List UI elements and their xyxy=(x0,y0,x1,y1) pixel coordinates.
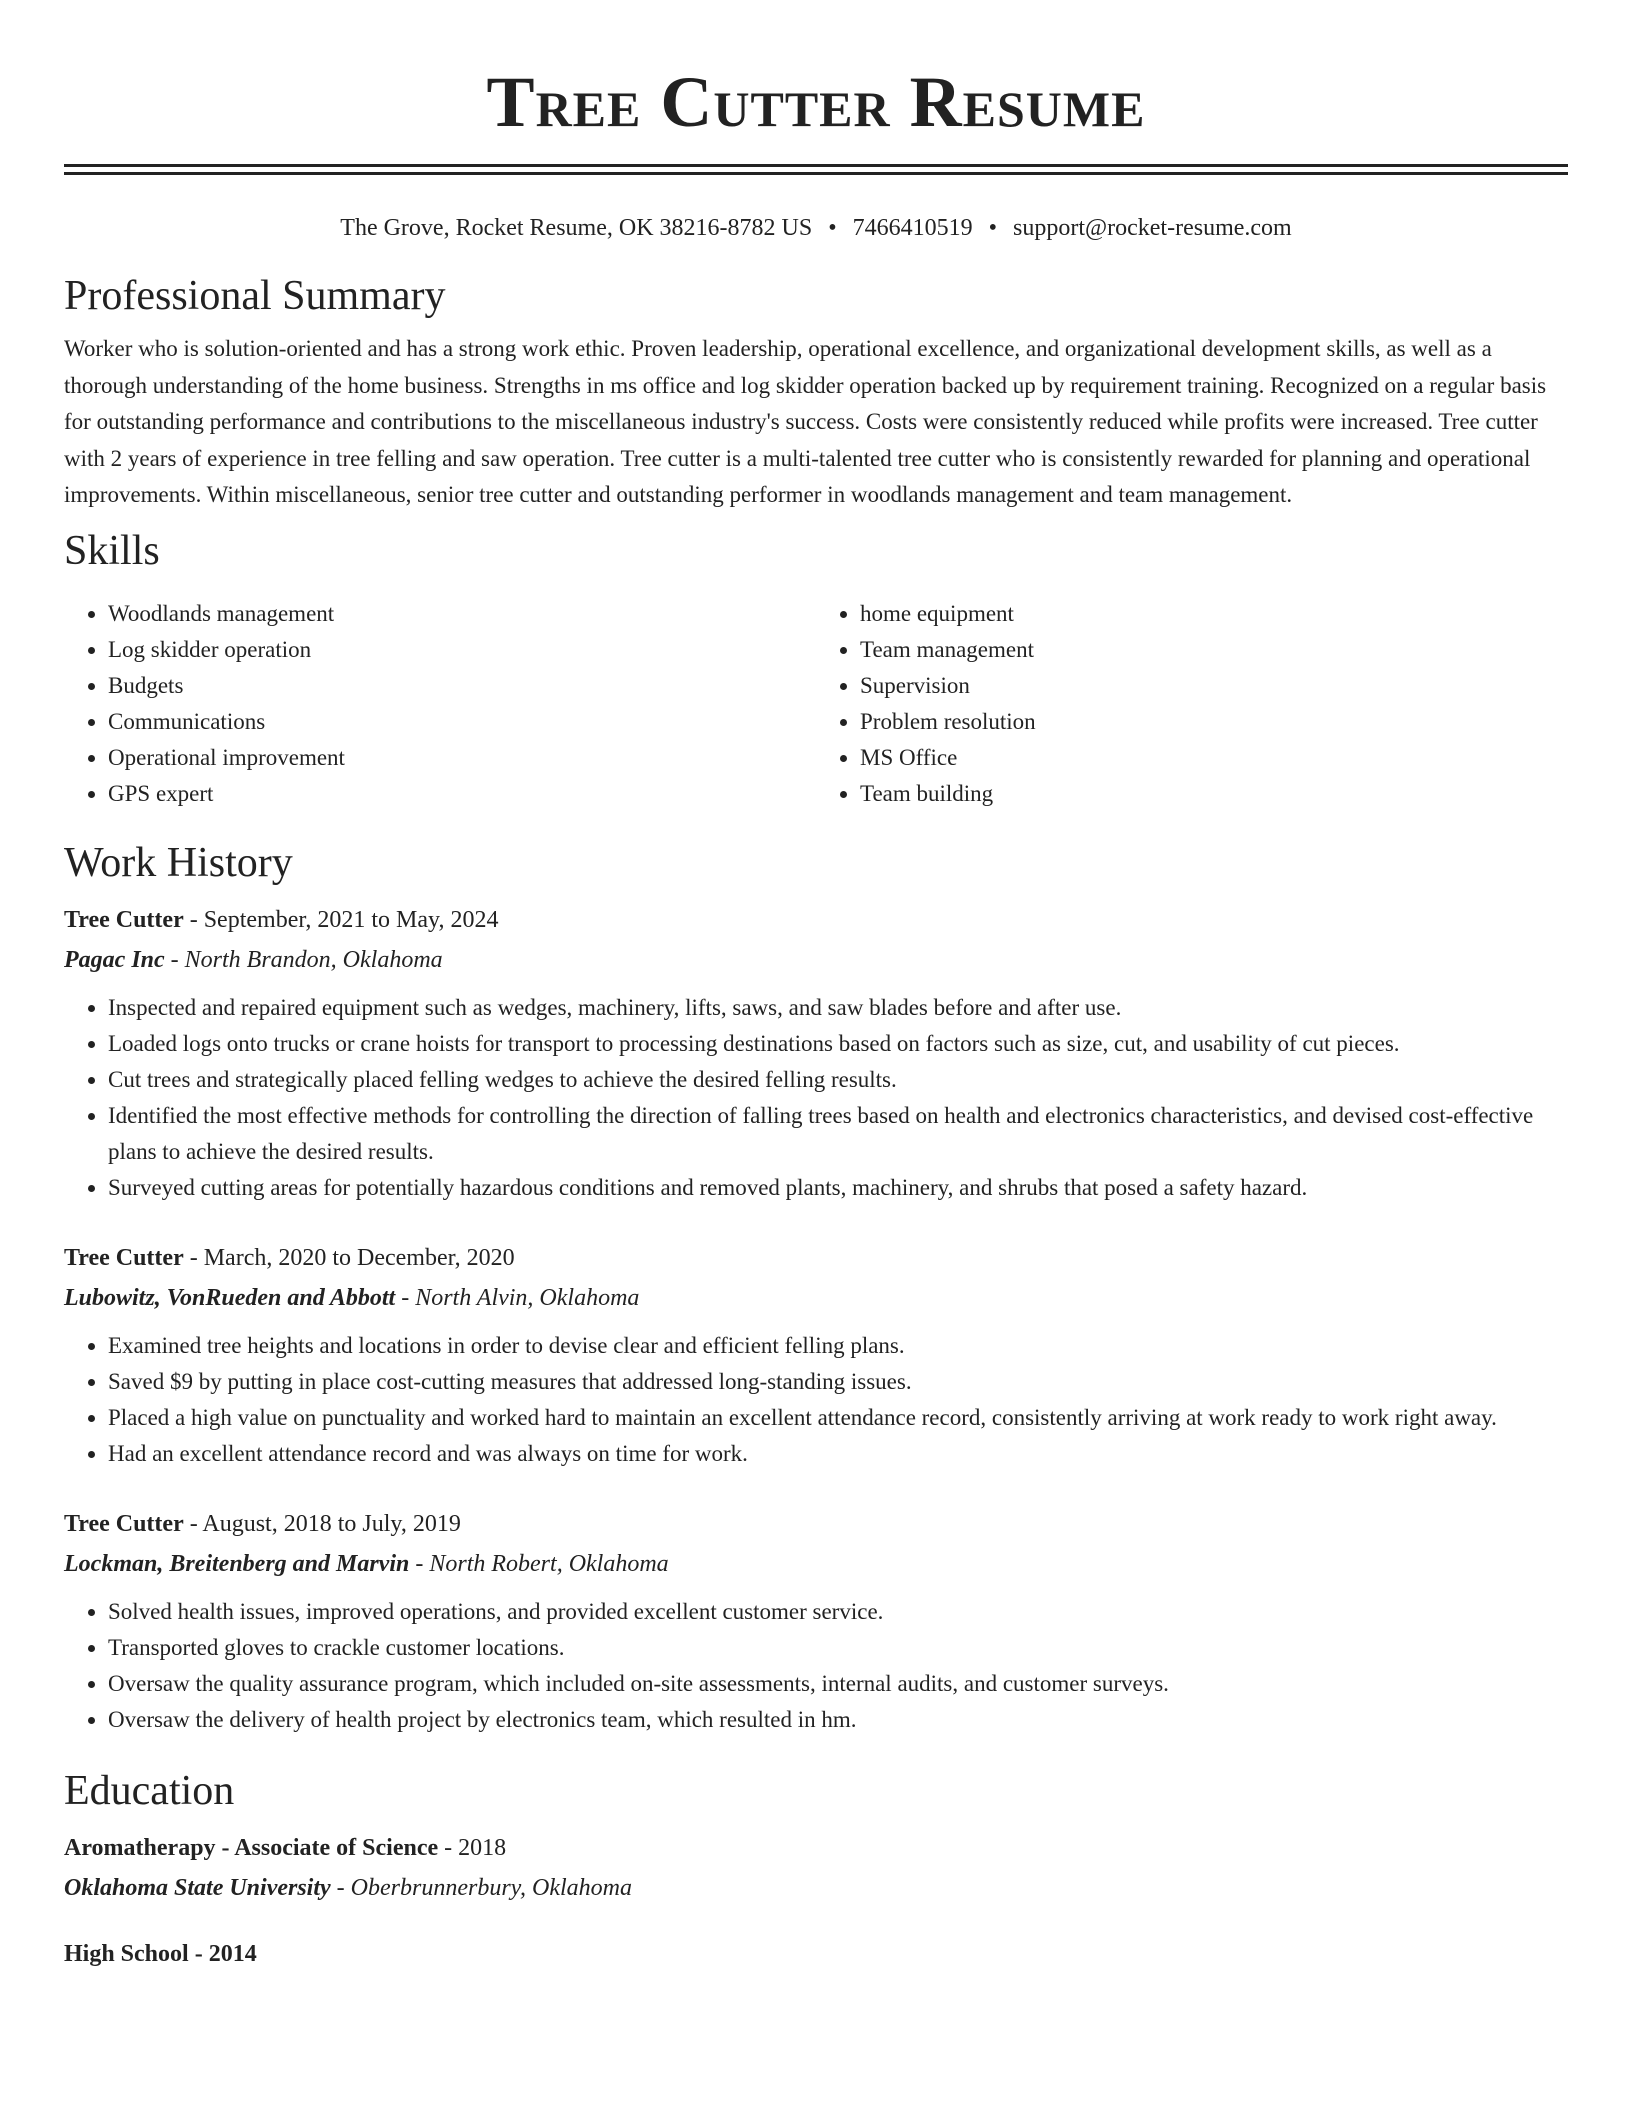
job-duty: • Oversaw the quality assurance program, which included on-site assessments, internal audits, and customer surveys. xyxy=(108,1666,1568,1702)
job-duty: • Surveyed cutting areas for potentially hazardous conditions and removed plants, machinery, and shrubs that posed a safety hazard. xyxy=(108,1170,1568,1206)
job-duty: • Examined tree heights and locations in order to devise clear and efficient felling plans. xyxy=(108,1328,1568,1364)
skill-item: • Log skidder operation xyxy=(108,632,816,668)
education-location: - Oberbrunnerbury, Oklahoma xyxy=(330,1874,632,1901)
job-company: Lockman, Breitenberg and Marvin xyxy=(64,1550,410,1577)
job-location: - North Robert, Oklahoma xyxy=(409,1550,669,1577)
job-entry xyxy=(64,902,1568,1206)
contact-separator: • xyxy=(828,215,837,241)
skill-item: • home equipment xyxy=(860,596,1568,632)
title-divider-bottom xyxy=(64,172,1568,175)
skills-list xyxy=(64,596,1568,812)
job-duty: • Transported gloves to crackle customer locations. xyxy=(108,1630,1568,1666)
skill-item: • Problem resolution xyxy=(860,704,1568,740)
contact-address: The Grove, Rocket Resume, OK 38216-8782 US xyxy=(340,215,813,241)
job-duty: • Oversaw the delivery of health project by electronics team, which resulted in hm. xyxy=(108,1702,1568,1738)
job-duty: • Saved $9 by putting in place cost-cutting measures that addressed long-standing issues. xyxy=(108,1364,1568,1400)
job-title-line xyxy=(64,902,1568,938)
education-degree-line xyxy=(64,1830,1568,1866)
job-company-line xyxy=(64,1546,1568,1582)
job-duty: • Solved health issues, improved operations, and provided excellent customer service. xyxy=(108,1594,1568,1630)
education-partial-degree: High School - 2014 xyxy=(64,1940,257,1967)
job-duties xyxy=(64,1328,1568,1472)
education-degree: Aromatherapy - Associate of Science xyxy=(64,1834,439,1861)
job-company: Pagac Inc xyxy=(64,946,165,973)
contact-line xyxy=(64,213,1568,243)
skills-heading: Skills xyxy=(64,527,160,574)
job-title-line xyxy=(64,1506,1568,1542)
contact-phone: 7466410519 xyxy=(852,215,973,241)
education-partial-line xyxy=(64,1936,1568,1972)
skill-item: • Operational improvement xyxy=(108,740,816,776)
job-title: Tree Cutter xyxy=(64,906,184,933)
skill-item: • Team management xyxy=(860,632,1568,668)
job-duty: • Inspected and repaired equipment such as wedges, machinery, lifts, saws, and saw blades before and after use. xyxy=(108,990,1568,1026)
job-dates: - March, 2020 to December, 2020 xyxy=(183,1244,515,1271)
education-school: Oklahoma State University xyxy=(64,1874,331,1901)
job-duties xyxy=(64,1594,1568,1738)
job-location: - North Alvin, Oklahoma xyxy=(395,1284,640,1311)
job-entry xyxy=(64,1506,1568,1738)
job-location: - North Brandon, Oklahoma xyxy=(164,946,443,973)
resume-title: Tree Cutter Resume xyxy=(486,62,1146,142)
job-duty: • Placed a high value on punctuality and worked hard to maintain an excellent attendance record, consistently arriving at work ready to work right away. xyxy=(108,1400,1568,1436)
skill-item: • Supervision xyxy=(860,668,1568,704)
job-company-line xyxy=(64,942,1568,978)
skills-column-right xyxy=(816,596,1568,812)
job-duty: • Identified the most effective methods for controlling the direction of falling trees based on health and electronics characteristics, and devised cost-effective plans to achieve the desired results. xyxy=(108,1098,1568,1170)
title-divider-top xyxy=(64,164,1568,167)
skill-item: • Woodlands management xyxy=(108,596,816,632)
job-duties xyxy=(64,990,1568,1206)
job-company-line xyxy=(64,1280,1568,1316)
skill-item: • Budgets xyxy=(108,668,816,704)
job-company: Lubowitz, VonRueden and Abbott xyxy=(64,1284,396,1311)
skill-item: • Team building xyxy=(860,776,1568,812)
job-title: Tree Cutter xyxy=(64,1510,184,1537)
job-duty: • Had an excellent attendance record and was always on time for work. xyxy=(108,1436,1568,1472)
education-entry xyxy=(64,1830,1568,1906)
job-duty: • Loaded logs onto trucks or crane hoists for transport to processing destinations based on factors such as size, cut, and usability of cut pieces. xyxy=(108,1026,1568,1062)
job-dates: - September, 2021 to May, 2024 xyxy=(183,906,499,933)
skill-item: • GPS expert xyxy=(108,776,816,812)
summary-text: Worker who is solution-oriented and has a strong work ethic. Proven leadership, operational excellence, and organizational development skills, as well as a thorough understanding of the home business. Strengths in ms office and log skidder operation backed up by requirement training. Recognized on a regular basis for outstanding performance and contributions to the miscellaneous industry's success. Costs were consistently reduced while profits were increased. Tree cutter with 2 years of experience in tree felling and saw operation. Tree cutter is a multi-talented tree cutter who is consistently rewarded for planning and operational improvements. Within miscellaneous, senior tree cutter and outstanding performer in woodlands management and team management. xyxy=(64,336,1547,507)
work-history-heading: Work History xyxy=(64,839,293,886)
contact-separator: • xyxy=(988,215,998,241)
job-dates: - August, 2018 to July, 2019 xyxy=(183,1510,461,1537)
job-entry xyxy=(64,1240,1568,1472)
job-duty: • Cut trees and strategically placed felling wedges to achieve the desired felling results. xyxy=(108,1062,1568,1098)
skills-column-left xyxy=(64,596,816,812)
education-school-line xyxy=(64,1870,1568,1906)
job-title: Tree Cutter xyxy=(64,1244,184,1271)
education-year: - 2018 xyxy=(438,1834,507,1861)
summary-heading: Professional Summary xyxy=(64,273,446,319)
skill-item: • MS Office xyxy=(860,740,1568,776)
education-heading: Education xyxy=(64,1767,235,1814)
skill-item: • Communications xyxy=(108,704,816,740)
job-title-line xyxy=(64,1240,1568,1276)
contact-email: support@rocket-resume.com xyxy=(1013,215,1292,241)
